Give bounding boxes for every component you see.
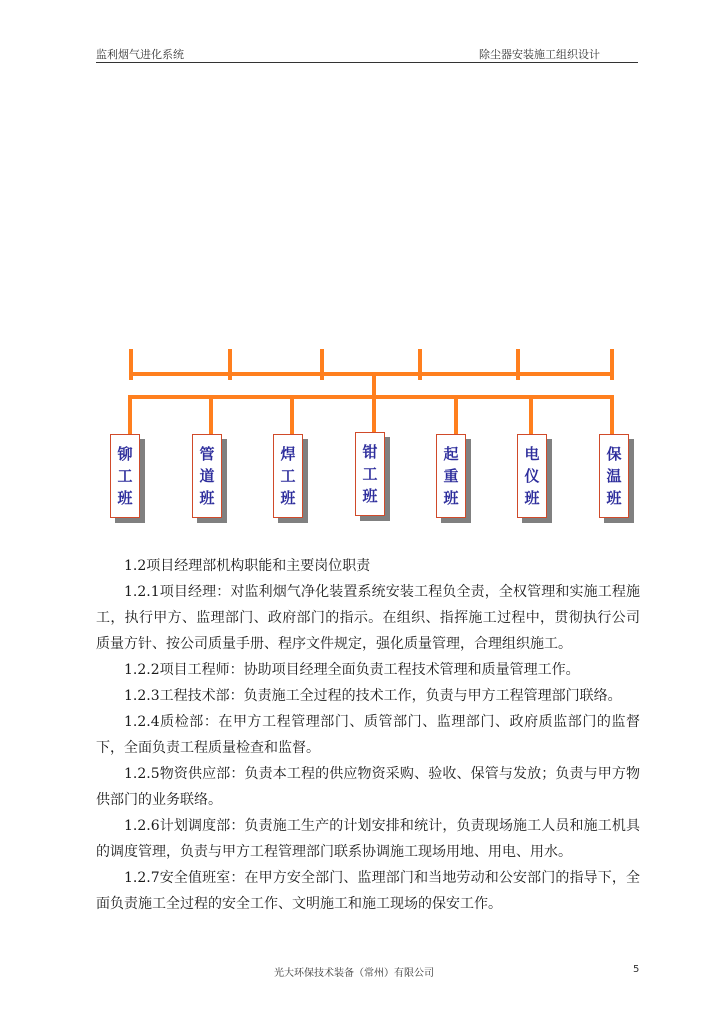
team-char: 班 xyxy=(524,489,540,507)
team-char: 起 xyxy=(443,445,459,463)
page-footer xyxy=(0,964,724,980)
paragraph-project-engineer: 1.2.2项目工程师：协助项目经理全面负责工程技术管理和质量管理工作。 xyxy=(124,662,580,678)
team-box-rigging xyxy=(436,434,466,518)
paragraph-safety-office: 1.2.7安全值班室：在甲方安全部门、监理部门和当地劳动和公安部门的指导下，全面负责施工全过程的安全工作、文明施工和施工现场的保安工作。 xyxy=(96,870,640,912)
team-char: 仪 xyxy=(524,467,540,485)
team-box-piping xyxy=(192,434,222,518)
paragraph-supply-dept: 1.2.5物资供应部：负责本工程的供应物资采购、验收、保管与发放；负责与甲方物供部门的业务联络。 xyxy=(96,766,640,808)
header-document-title: 除尘器安装施工组织设计 xyxy=(479,48,600,61)
paragraph-quality-dept: 1.2.4质检部：在甲方工程管理部门、质管部门、监理部门、政府质监部门的监督下，全面负责工程质量检查和监督。 xyxy=(96,714,640,756)
footer-company: 光大环保技术装备（常州）有限公司 xyxy=(274,968,434,979)
team-char: 班 xyxy=(280,489,296,507)
team-char: 重 xyxy=(443,467,459,485)
team-char: 工 xyxy=(117,467,133,485)
paragraph-planning-dept: 1.2.6计划调度部：负责施工生产的计划安排和统计，负责现场施工人员和施工机具的调度管理，负责与甲方工程管理部门联系协调施工现场用地、用电、用水。 xyxy=(96,818,640,860)
team-box-fitting xyxy=(355,432,385,516)
team-char: 工 xyxy=(362,465,378,483)
team-char: 工 xyxy=(280,467,296,485)
paragraph-project-manager: 1.2.1项目经理：对监利烟气净化装置系统安装工程负全责，全权管理和实施工程施工，执行甲方、监理部门、政府部门的指示。在组织、指挥施工过程中，贯彻执行公司质量方针、按公司质量手册、程序文件规定，强化质量管理，合理组织施工。 xyxy=(96,584,640,652)
team-box-insulation xyxy=(599,434,629,518)
page-number: 5 xyxy=(633,964,640,975)
team-char: 焊 xyxy=(280,445,296,463)
team-char: 保 xyxy=(606,445,622,463)
team-char: 班 xyxy=(606,489,622,507)
paragraph-engineering-dept: 1.2.3工程技术部：负责施工全过程的技术工作，负责与甲方工程管理部门联络。 xyxy=(124,688,622,704)
team-char: 电 xyxy=(524,445,540,463)
team-char: 道 xyxy=(199,467,215,485)
team-char: 班 xyxy=(199,489,215,507)
body-text xyxy=(96,553,640,917)
team-char: 班 xyxy=(443,489,459,507)
team-char: 铆 xyxy=(117,445,133,463)
team-char: 钳 xyxy=(362,443,378,461)
team-char: 班 xyxy=(362,487,378,505)
team-char: 温 xyxy=(606,467,622,485)
team-char: 管 xyxy=(199,445,215,463)
header-project-title: 监利烟气进化系统 xyxy=(96,48,184,61)
team-box-electrical-instrument xyxy=(517,434,547,518)
team-box-riveting xyxy=(110,434,140,518)
team-box-welding xyxy=(273,434,303,518)
section-heading: 1.2项目经理部机构职能和主要岗位职责 xyxy=(124,558,371,574)
team-char: 班 xyxy=(117,489,133,507)
